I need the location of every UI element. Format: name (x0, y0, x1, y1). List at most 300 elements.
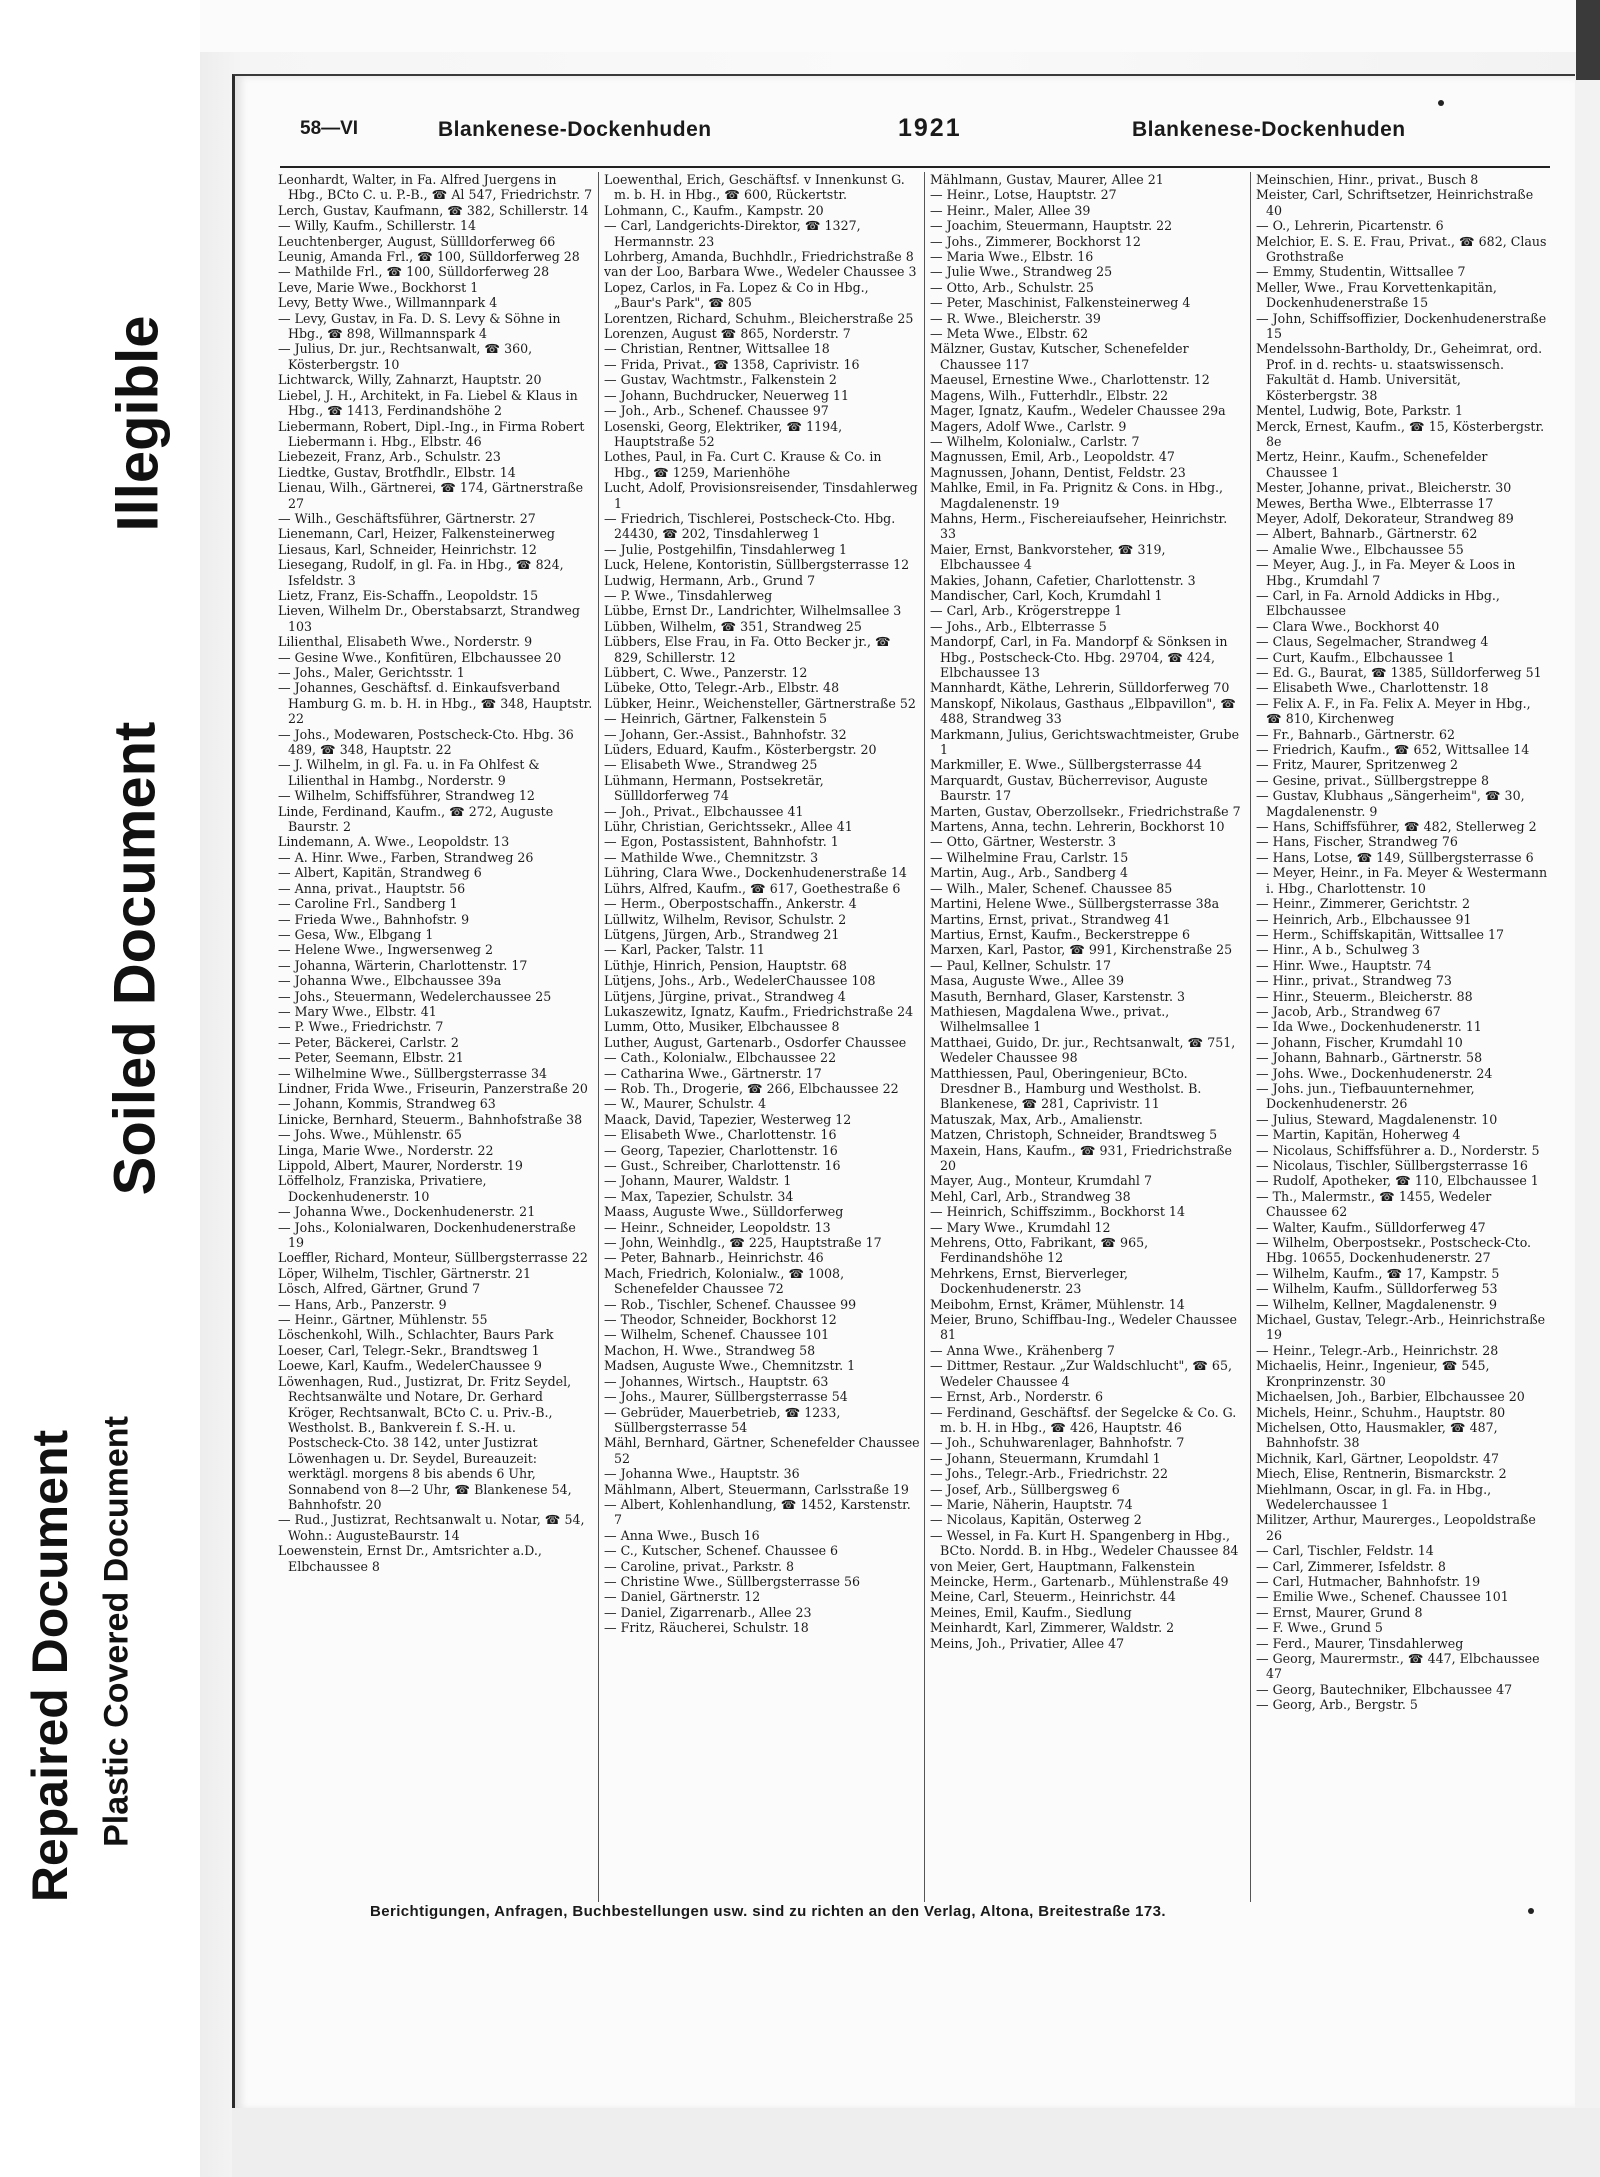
directory-entry: Lübbert, C. Wwe., Panzerstr. 12 (604, 665, 808, 680)
directory-entry: Mehrkens, Ernst, Bierverleger, Dockenhudenerstr. 23 (930, 1265, 1128, 1297)
directory-entry: — Claus, Segelmacher, Strandweg 4 (1256, 634, 1489, 650)
directory-entry: — Gust., Schreiber, Charlottenstr. 16 (604, 1158, 841, 1173)
directory-entry: — F. Wwe., Grund 5 (1256, 1620, 1383, 1636)
directory-entry: Mählmann, Albert, Steuermann, Carlsstraße 19 (604, 1481, 909, 1497)
directory-entry: Lerch, Gustav, Kaufmann, ☎ 382, Schillerstr. 14 (278, 202, 589, 218)
directory-entry: — Maria Wwe., Elbstr. 16 (930, 249, 1094, 265)
directory-entry: — Ferdinand, Geschäftsf. der Segelcke & Co. G. m. b. H. in Hbg., ☎ 426, Hauptstr. 46 (930, 1404, 1237, 1435)
directory-entry: Matzen, Christoph, Schneider, Brandtsweg 5 (930, 1127, 1218, 1143)
directory-entry: Martini, Helene Wwe., Süllbergsterrasse 38a (930, 896, 1220, 912)
directory-entry: — Max, Tapezier, Schulstr. 34 (604, 1188, 794, 1204)
page-header (300, 108, 1420, 148)
header-year: 1921 (898, 114, 962, 142)
directory-entry: Loewenstein, Ernst Dr., Amtsrichter a.D., Elbchaussee 8 (278, 1543, 542, 1574)
directory-entry: — Nicolaus, Kapitän, Osterweg 2 (930, 1512, 1142, 1528)
directory-entry: — Fritz, Räucherei, Schulstr. 18 (604, 1620, 809, 1636)
directory-entry: Lippold, Albert, Maurer, Norderstr. 19 (278, 1158, 523, 1173)
directory-entry: — Dittmer, Restaur. „Zur Waldschlucht", ☎ 65, Wedeler Chaussee 4 (930, 1358, 1232, 1389)
directory-entry: — Rudolf, Apotheker, ☎ 110, Elbchaussee 1 (1256, 1173, 1539, 1189)
directory-entry: — Gustav, Wachtmstr., Falkenstein 2 (604, 372, 837, 388)
directory-entry: — Joachim, Steuermann, Hauptstr. 22 (930, 218, 1173, 234)
directory-entry: — Julius, Dr. jur., Rechtsanwalt, ☎ 360, Kösterbergstr. 10 (278, 341, 533, 372)
directory-entry: — Wilh., Geschäftsführer, Gärtnerstr. 27 (278, 510, 536, 526)
directory-entry: — Wilhelm, Kellner, Magdalenenstr. 9 (1256, 1296, 1498, 1312)
directory-entry: Mager, Ignatz, Kaufm., Wedeler Chaussee 29a (930, 403, 1226, 419)
directory-entry: Lieven, Wilhelm Dr., Oberstabsarzt, Strandweg 103 (278, 603, 580, 634)
directory-entry: Mendelssohn-Bartholdy, Dr., Geheimrat, ord. Prof. in d. rechts- u. staatswissensch. Fakultät d. Hamb. Universität, Kösterbergstr. 38 (1256, 341, 1543, 403)
directory-entry: — Peter, Seemann, Elbstr. 21 (278, 1050, 464, 1066)
directory-entry: Meinschien, Hinr., privat., Busch 8 (1256, 172, 1479, 187)
directory-entry: Maier, Ernst, Bankvorsteher, ☎ 319, Elbchaussee 4 (930, 541, 1166, 573)
directory-entry: — Hans, Schiffsführer, ☎ 482, Stellerweg 2 (1256, 819, 1537, 835)
directory-entry: — P. Wwe., Tinsdahlerweg (604, 587, 773, 603)
directory-entry: — Johs. Wwe., Dockenhudenerstr. 24 (1256, 1065, 1493, 1081)
directory-entry: Mehl, Carl, Arb., Strandweg 38 (930, 1188, 1131, 1204)
directory-entry: — Clara Wwe., Bockhorst 40 (1256, 618, 1440, 634)
directory-entry: Linicke, Bernhard, Steuerm., Bahnhofstraße 38 (278, 1111, 583, 1127)
directory-entry: — Carl, Landgerichts-Direktor, ☎ 1327, Hermannstr. 23 (604, 218, 861, 249)
directory-entry: Marquardt, Gustav, Bücherrevisor, Auguste Baurstr. 17 (930, 772, 1208, 804)
directory-entry: — Marie, Näherin, Hauptstr. 74 (930, 1496, 1133, 1512)
directory-entry: — Paul, Kellner, Schulstr. 17 (930, 957, 1112, 973)
directory-entry: Lindemann, A. Wwe., Leopoldstr. 13 (278, 834, 510, 850)
directory-entry: — Carl, Hutmacher, Bahnhofstr. 19 (1256, 1573, 1481, 1589)
directory-entry: Mählmann, Gustav, Maurer, Allee 21 (930, 172, 1164, 187)
directory-entry: Lübbers, Else Frau, in Fa. Otto Becker jr., ☎ 829, Schillerstr. 12 (604, 634, 891, 665)
directory-entry: — Julie, Postgehilfin, Tinsdahlerweg 1 (604, 541, 848, 557)
directory-entry: Melchior, E. S. E. Frau, Privat., ☎ 682, Claus Grothstraße (1256, 233, 1547, 265)
directory-entry: Mandorpf, Carl, in Fa. Mandorpf & Sönksen in Hbg., Postscheck-Cto. Hbg. 29704, ☎ 424, Elbchaussee 13 (930, 634, 1228, 680)
directory-entry: — Hans, Fischer, Strandweg 76 (1256, 834, 1458, 850)
directory-entry: — Otto, Arb., Schulstr. 25 (930, 279, 1094, 295)
directory-entry: Lührs, Alfred, Kaufm., ☎ 617, Goethestraße 6 (604, 880, 901, 896)
directory-entry: — Johs., Modewaren, Postscheck-Cto. Hbg. 36 489, ☎ 348, Hauptstr. 22 (278, 726, 574, 758)
directory-entry: — Mathilde Wwe., Chemnitzstr. 3 (604, 849, 819, 865)
directory-entry: — Ida Wwe., Dockenhudenerstr. 11 (1256, 1019, 1482, 1035)
directory-entry: Mandischer, Carl, Koch, Krumdahl 1 (930, 587, 1163, 603)
directory-entry: Lienemann, Carl, Heizer, Falkensteinerweg (278, 526, 555, 542)
directory-column-3 (930, 172, 1246, 1902)
directory-entry: — P. Wwe., Friedrichstr. 7 (278, 1019, 444, 1035)
directory-entry: — Julius, Steward, Magdalenenstr. 10 (1256, 1111, 1498, 1127)
directory-entry: Mehrens, Otto, Fabrikant, ☎ 965, Ferdinandshöhe 12 (930, 1235, 1149, 1266)
directory-entry: von Meier, Gert, Hauptmann, Falkenstein (930, 1558, 1196, 1574)
directory-entry: van der Loo, Barbara Wwe., Wedeler Chaussee 3 (604, 264, 917, 280)
directory-entry: — Martin, Kapitän, Hoherweg 4 (1256, 1127, 1461, 1143)
directory-entry: Mach, Friedrich, Kolonialw., ☎ 1008, Schenefelder Chaussee 72 (604, 1265, 845, 1297)
directory-entry: — Jacob, Arb., Strandweg 67 (1256, 1003, 1441, 1019)
directory-entry: Lothes, Paul, in Fa. Curt C. Krause & Co. in Hbg., ☎ 1259, Marienhöhe (604, 449, 882, 480)
directory-entry: — Johann, Fischer, Krumdahl 10 (1256, 1034, 1463, 1050)
directory-entry: — Albert, Kohlenhandlung, ☎ 1452, Karstenstr. 7 (604, 1496, 911, 1528)
directory-entry: Mähl, Bernhard, Gärtner, Schenefelder Chaussee 52 (604, 1435, 920, 1466)
directory-entry: Linga, Marie Wwe., Norderstr. 22 (278, 1142, 494, 1158)
directory-entry: — Wilhelm, Schiffsführer, Strandweg 12 (278, 788, 535, 804)
directory-entry: Lumm, Otto, Musiker, Elbchaussee 8 (604, 1019, 840, 1035)
directory-entry: — Josef, Arb., Süllbergsweg 6 (930, 1481, 1120, 1497)
directory-entry: Mewes, Bertha Wwe., Elbterrasse 17 (1256, 495, 1494, 511)
directory-entry: — Gesine Wwe., Konfitüren, Elbchaussee 20 (278, 649, 562, 665)
directory-entry: Makies, Johann, Cafetier, Charlottenstr. 3 (930, 572, 1196, 588)
directory-entry: — Heinrich, Schiffszimm., Bockhorst 14 (930, 1204, 1185, 1220)
directory-entry: — Johann, Kommis, Strandweg 63 (278, 1096, 496, 1112)
directory-entry: Lühring, Clara Wwe., Dockenhudenerstraße 14 (604, 865, 907, 881)
directory-entry: — Christian, Rentner, Wittsallee 18 (604, 341, 830, 357)
directory-entry: — Carl, Arb., Krögerstreppe 1 (930, 603, 1123, 619)
directory-entry: Meier, Bruno, Schiffbau-Ing., Wedeler Chaussee 81 (930, 1312, 1238, 1343)
directory-entry: Liebezeit, Franz, Arb., Schulstr. 23 (278, 449, 501, 465)
directory-entry: — Emilie Wwe., Schenef. Chaussee 101 (1256, 1589, 1509, 1605)
directory-entry: — Gesine, privat., Süllbergstreppe 8 (1256, 772, 1489, 788)
directory-entry: Mayer, Aug., Monteur, Krumdahl 7 (930, 1173, 1152, 1189)
directory-entry: — Johann, Bahnarb., Gärtnerstr. 58 (1256, 1050, 1483, 1066)
directory-entry: Lucht, Adolf, Provisionsreisender, Tinsdahlerweg 1 (604, 480, 918, 511)
directory-entry: Liedtke, Gustav, Brotfhdlr., Elbstr. 14 (278, 464, 516, 480)
directory-entry: — Carl, in Fa. Arnold Addicks in Hbg., Elbchaussee (1256, 587, 1500, 619)
directory-entry: Löwenhagen, Rud., Justizrat, Dr. Fritz Seydel, Rechtsanwälte und Notare, Dr. Gerhard Kröger, Rechtsanwalt, BCto C. u. Priv.-B., Westholst. B., Bankverein f. S.-H. u. Postscheck-Cto. 38 142, unter Justizrat Löwenhagen u. Dr. Seydel, Bureauzeit: werktägl. morgens 8 bis abends 6 Uhr, Sonnabend von 8—2 Uhr, ☎ Blankenese 54, Bahnhofstr. 20 (278, 1373, 572, 1512)
directory-entry: Matthaei, Guido, Dr. jur., Rechtsanwalt, ☎ 751, Wedeler Chaussee 98 (930, 1034, 1236, 1066)
directory-entry: — Herm., Oberpostschaffn., Ankerstr. 4 (604, 896, 857, 912)
directory-entry: — John, Schiffsoffizier, Dockenhudenerstraße 15 (1256, 310, 1547, 342)
directory-entry: — Rud., Justizrat, Rechtsanwalt u. Notar, ☎ 54, Wohn.: AugusteBaurstr. 14 (278, 1512, 585, 1543)
directory-entry: — Anna Wwe., Busch 16 (604, 1527, 760, 1543)
directory-entry: — Cath., Kolonialw., Elbchaussee 22 (604, 1050, 837, 1066)
directory-entry: — Hans, Lotse, ☎ 149, Süllbergsterrasse 6 (1256, 849, 1534, 865)
directory-entry: Levy, Betty Wwe., Willmannpark 4 (278, 295, 498, 311)
label-repaired-document: Repaired Document (22, 1429, 78, 1903)
directory-entry: — Peter, Bäckerei, Carlstr. 2 (278, 1034, 459, 1050)
directory-entry: Meinhardt, Karl, Zimmerer, Waldstr. 2 (930, 1620, 1175, 1636)
directory-entry: — Wilhelm, Oberpostsekr., Postscheck-Cto. Hbg. 10655, Dockenhudenerstr. 27 (1256, 1235, 1532, 1266)
directory-entry: — Catharina Wwe., Gärtnerstr. 17 (604, 1065, 822, 1081)
directory-entry: — Georg, Bautechniker, Elbchaussee 47 (1256, 1681, 1513, 1697)
directory-entry: — Ernst, Arb., Norderstr. 6 (930, 1389, 1103, 1405)
directory-entry: Losenski, Georg, Elektriker, ☎ 1194, Hauptstraße 52 (604, 418, 843, 449)
directory-entry: — Wilhelm, Kolonialw., Carlstr. 7 (930, 433, 1140, 449)
directory-entry: — Daniel, Gärtnerstr. 12 (604, 1589, 761, 1605)
publisher-footer: Berichtigungen, Anfragen, Buchbestellungen usw. sind zu richten an den Verlag, Altona, Breitestraße 173. (370, 1903, 1166, 1920)
header-rule (280, 166, 1550, 168)
directory-entry: — Mary Wwe., Elbstr. 41 (278, 1003, 437, 1019)
directory-entry: Meyer, Adolf, Dekorateur, Strandweg 89 (1256, 510, 1514, 526)
directory-entry: — Meyer, Heinr., in Fa. Meyer & Westermann i. Hbg., Charlottenstr. 10 (1256, 865, 1548, 896)
directory-entry: Lienau, Wilh., Gärtnerei, ☎ 174, Gärtnerstraße 27 (278, 480, 584, 511)
label-soiled-document: Soiled Document (102, 721, 168, 1196)
directory-entry: Linde, Ferdinand, Kaufm., ☎ 272, Auguste Baurstr. 2 (278, 803, 554, 835)
directory-entry: — Emmy, Studentin, Wittsallee 7 (1256, 264, 1466, 280)
directory-entry: — Carl, Zimmerer, Isfeldstr. 8 (1256, 1558, 1446, 1574)
directory-entry: — Johs., Maler, Gerichtsstr. 1 (278, 665, 465, 680)
directory-entry: — Elisabeth Wwe., Strandweg 25 (604, 757, 818, 773)
directory-entry: — R. Wwe., Bleicherstr. 39 (930, 310, 1101, 326)
directory-entry: Marten, Gustav, Oberzollsekr., Friedrichstraße 7 (930, 803, 1241, 819)
directory-entry: Leuchtenberger, August, Süllldorferweg 66 (278, 233, 556, 249)
directory-entry: — J. Wilhelm, in gl. Fa. u. in Fa Ohlfest & Lilienthal in Hambg., Norderstr. 9 (278, 757, 540, 788)
directory-entry: Lorentzen, Richard, Schuhm., Bleicherstraße 25 (604, 310, 914, 326)
directory-entry: Lohrberg, Amanda, Buchhdlr., Friedrichstraße 8 (604, 249, 914, 265)
scan-bottom-band (232, 2108, 1600, 2177)
directory-entry: — Fritz, Maurer, Spritzenweg 2 (1256, 757, 1459, 773)
directory-entry: Martins, Ernst, privat., Strandweg 41 (930, 911, 1171, 927)
directory-entry: — Frida, Privat., ☎ 1358, Caprivistr. 16 (604, 356, 860, 372)
directory-entry: — W., Maurer, Schulstr. 4 (604, 1096, 767, 1112)
directory-entry: Lohmann, C., Kaufm., Kampstr. 20 (604, 202, 824, 218)
directory-entry: Magers, Adolf Wwe., Carlstr. 9 (930, 418, 1127, 434)
directory-entry: — A. Hinr. Wwe., Farben, Strandweg 26 (278, 849, 534, 865)
directory-entry: — Johs. jun., Tiefbauunternehmer, Dockenhudenerstr. 26 (1256, 1080, 1475, 1112)
directory-entry: Michnik, Karl, Gärtner, Leopoldstr. 47 (1256, 1450, 1500, 1466)
directory-entry: Martius, Ernst, Kaufm., Beckerstreppe 6 (930, 926, 1191, 942)
directory-entry: — Johanna Wwe., Elbchaussee 39a (278, 973, 502, 989)
directory-entry: — Gesa, Ww., Elbgang 1 (278, 926, 434, 942)
directory-entry: — Walter, Kaufm., Sülldorferweg 47 (1256, 1219, 1486, 1235)
speck-mark (1438, 100, 1444, 106)
directory-entry: Löschenkohl, Wilh., Schlachter, Baurs Park (278, 1327, 554, 1343)
directory-entry: — Wilhelm, Kaufm., Sülldorferweg 53 (1256, 1281, 1498, 1297)
directory-entry: Markmiller, E. Wwe., Süllbergsterrasse 44 (930, 757, 1202, 773)
directory-entry: Madsen, Auguste Wwe., Chemnitzstr. 1 (604, 1358, 856, 1374)
directory-entry: — Peter, Maschinist, Falkensteinerweg 4 (930, 295, 1191, 311)
directory-entry: Michael, Gustav, Telegr.-Arb., Heinrichstraße 19 (1256, 1312, 1546, 1343)
directory-entry: — Gebrüder, Mauerbetrieb, ☎ 1233, Süllbergsterrasse 54 (604, 1404, 841, 1435)
directory-entry: — Hinr. Wwe., Hauptstr. 74 (1256, 957, 1432, 973)
directory-entry: Löffelholz, Franziska, Privatiere, Dockenhudenerstr. 10 (278, 1173, 487, 1204)
directory-entry: Liesaus, Karl, Schneider, Heinrichstr. 12 (278, 541, 537, 557)
directory-entry: — Heinrich, Arb., Elbchaussee 91 (1256, 911, 1472, 927)
directory-column-1 (278, 172, 594, 1902)
directory-entry: Magens, Wilh., Futterhdlr., Elbstr. 22 (930, 387, 1169, 403)
directory-entry: — Nicolaus, Tischler, Süllbergsterrasse 16 (1256, 1158, 1528, 1173)
directory-entry: — Frieda Wwe., Bahnhofstr. 9 (278, 911, 470, 927)
directory-entry: Matthiessen, Paul, Oberingenieur, BCto. Dresdner B., Hamburg und Westholst. B. Blankenese, ☎ 281, Caprivistr. 11 (930, 1065, 1202, 1112)
directory-entry: Lindner, Frida Wwe., Friseurin, Panzerstraße 20 (278, 1080, 588, 1096)
directory-entry: — Georg, Arb., Bergstr. 5 (1256, 1697, 1418, 1713)
directory-entry: — Felix A. F., in Fa. Felix A. Meyer in Hbg., ☎ 810, Kirchenweg (1256, 695, 1531, 727)
directory-entry: Leonhardt, Walter, in Fa. Alfred Juergens in Hbg., BCto C. u. P.-B., ☎ Al 547, Friedrichstr. 7 (278, 172, 593, 203)
directory-entry: Mahlke, Emil, in Fa. Prignitz & Cons. in Hbg., Magdalenenstr. 19 (930, 480, 1224, 511)
directory-entry: — Albert, Bahnarb., Gärtnerstr. 62 (1256, 526, 1478, 542)
directory-entry: — Christine Wwe., Süllbergsterrasse 56 (604, 1573, 861, 1589)
directory-entry: Michaelsen, Joh., Barbier, Elbchaussee 20 (1256, 1389, 1525, 1405)
directory-entry: — Georg, Tapezier, Charlottenstr. 16 (604, 1142, 838, 1158)
directory-entry: — Elisabeth Wwe., Charlottenstr. 16 (604, 1127, 837, 1143)
directory-entry: — Willy, Kaufm., Schillerstr. 14 (278, 218, 477, 234)
directory-entry: Markmann, Julius, Gerichtswachtmeister, Grube 1 (930, 726, 1240, 758)
directory-entry: Löper, Wilhelm, Tischler, Gärtnerstr. 21 (278, 1265, 532, 1281)
directory-entry: — C., Kutscher, Schenef. Chaussee 6 (604, 1543, 839, 1559)
directory-entry: — Amalie Wwe., Elbchaussee 55 (1256, 541, 1464, 557)
directory-entry: Masuth, Bernhard, Glaser, Karstenstr. 3 (930, 988, 1186, 1004)
directory-entry: — Fr., Bahnarb., Gärtnerstr. 62 (1256, 726, 1455, 742)
directory-entry: — Theodor, Schneider, Bockhorst 12 (604, 1312, 837, 1328)
directory-entry: Lübben, Wilhelm, ☎ 351, Strandweg 25 (604, 618, 862, 634)
directory-entry: — Johs., Maurer, Süllbergsterrasse 54 (604, 1389, 848, 1405)
directory-entry: — Julie Wwe., Strandweg 25 (930, 264, 1113, 280)
directory-entry: Luck, Helene, Kontoristin, Süllbergsterrasse 12 (604, 557, 910, 573)
speck-mark (1528, 1908, 1534, 1914)
directory-entry: Lütgens, Jürgen, Arb., Strandweg 21 (604, 926, 840, 942)
directory-entry: — Johs., Zimmerer, Bockhorst 12 (930, 233, 1141, 249)
directory-entry: — Meta Wwe., Elbstr. 62 (930, 326, 1089, 342)
directory-entry: — Meyer, Aug. J., in Fa. Meyer & Loos in Hbg., Krumdahl 7 (1256, 557, 1516, 588)
directory-entry: Meines, Emil, Kaufm., Siedlung (930, 1604, 1132, 1620)
directory-entry: — Johanna, Wärterin, Charlottenstr. 17 (278, 957, 528, 973)
directory-entry: — Ferd., Maurer, Tinsdahlerweg (1256, 1635, 1464, 1651)
directory-entry: Lüllwitz, Wilhelm, Revisor, Schulstr. 2 (604, 911, 847, 927)
column-divider (924, 172, 925, 1902)
directory-entry: — Herm., Schiffskapitän, Wittsallee 17 (1256, 926, 1504, 942)
directory-entry: — Heinr., Gärtner, Mühlenstr. 55 (278, 1312, 488, 1328)
directory-entry: — Heinr., Zimmerer, Gerichtstr. 2 (1256, 896, 1471, 912)
directory-entry: — Heinr., Maler, Allee 39 (930, 202, 1091, 218)
directory-entry: Mertz, Heinr., Kaufm., Schenefelder Chaussee 1 (1256, 449, 1488, 480)
directory-entry: Loewenthal, Erich, Geschäftsf. v Innenkunst G. m. b. H. in Hbg., ☎ 600, Rückertstr. (604, 172, 905, 203)
directory-entry: — Caroline, privat., Parkstr. 8 (604, 1558, 795, 1574)
directory-entry: — Hinr., A b., Schulweg 3 (1256, 942, 1420, 958)
directory-entry: — Hinr., Steuerm., Bleicherstr. 88 (1256, 988, 1473, 1004)
directory-entry: Meine, Carl, Steuerm., Heinrichstr. 44 (930, 1589, 1176, 1605)
directory-entry: Maxein, Hans, Kaufm., ☎ 931, Friedrichstraße 20 (930, 1142, 1232, 1173)
directory-entry: Meibohm, Ernst, Krämer, Mühlenstr. 14 (930, 1296, 1185, 1312)
directory-column-2 (604, 172, 920, 1902)
directory-entry: — Daniel, Zigarrenarb., Allee 23 (604, 1604, 812, 1620)
directory-entry: Lukaszewitz, Ignatz, Kaufm., Friedrichstraße 24 (604, 1003, 914, 1019)
directory-entry: Lübbe, Ernst Dr., Landrichter, Wilhelmsallee 3 (604, 603, 902, 619)
directory-entry: — Peter, Bahnarb., Heinrichstr. 46 (604, 1250, 824, 1266)
directory-entry: — Heinr., Schneider, Leopoldstr. 13 (604, 1219, 831, 1235)
directory-entry: — Johanna Wwe., Dockenhudenerstr. 21 (278, 1204, 536, 1220)
directory-entry: Merck, Ernest, Kaufm., ☎ 15, Kösterbergstr. 8e (1256, 418, 1545, 449)
directory-entry: Luther, August, Gartenarb., Osdorfer Chaussee (604, 1034, 907, 1050)
directory-entry: Lütjens, Jürgine, privat., Strandweg 4 (604, 988, 846, 1004)
directory-entry: Miehlmann, Oscar, in gl. Fa. in Hbg., Wedelerchaussee 1 (1256, 1481, 1492, 1512)
directory-entry: — Elisabeth Wwe., Charlottenstr. 18 (1256, 680, 1489, 696)
directory-entry: Leve, Marie Wwe., Bockhorst 1 (278, 279, 479, 295)
directory-entry: Martens, Anna, techn. Lehrerin, Bockhorst 10 (930, 819, 1225, 835)
directory-entry: Martin, Aug., Arb., Sandberg 4 (930, 865, 1129, 881)
directory-entry: Lüthje, Hinrich, Pension, Hauptstr. 68 (604, 957, 847, 973)
directory-entry: Lühr, Christian, Gerichtssekr., Allee 41 (604, 819, 853, 835)
directory-entry: Meller, Wwe., Frau Korvettenkapitän, Dockenhudenerstraße 15 (1256, 279, 1497, 311)
directory-entry: Lüders, Eduard, Kaufm., Kösterbergstr. 20 (604, 742, 877, 758)
directory-entry: Maass, Auguste Wwe., Sülldorferweg (604, 1204, 844, 1220)
directory-entry: — Caroline Frl., Sandberg 1 (278, 896, 458, 912)
directory-entry: Matuszak, Max, Arb., Amalienstr. (930, 1111, 1143, 1127)
directory-entry: — John, Weinhdlg., ☎ 225, Hauptstraße 17 (604, 1235, 882, 1251)
directory-entry: Lilienthal, Elisabeth Wwe., Norderstr. 9 (278, 634, 533, 650)
directory-entry: — Curt, Kaufm., Elbchaussee 1 (1256, 649, 1455, 665)
directory-entry: Lütjens, Johs., Arb., WedelerChaussee 108 (604, 973, 876, 989)
directory-entry: — Ernst, Maurer, Grund 8 (1256, 1604, 1423, 1620)
directory-entry: — Wilhelmine Wwe., Süllbergsterrasse 34 (278, 1065, 548, 1081)
directory-entry: — Wilh., Maler, Schenef. Chaussee 85 (930, 880, 1173, 896)
directory-entry: Mester, Johanne, privat., Bleicherstr. 30 (1256, 480, 1512, 496)
directory-entry: Mälzner, Gustav, Kutscher, Schenefelder Chaussee 117 (930, 341, 1189, 372)
directory-entry: — Otto, Gärtner, Westerstr. 3 (930, 834, 1117, 850)
directory-entry: — Rob., Tischler, Schenef. Chaussee 99 (604, 1296, 857, 1312)
directory-entry: — Albert, Kapitän, Strandweg 6 (278, 865, 482, 881)
directory-entry: Meins, Joh., Privatier, Allee 47 (930, 1635, 1125, 1651)
directory-entry: — Georg, Maurermstr., ☎ 447, Elbchaussee 47 (1256, 1651, 1540, 1682)
directory-entry: — Johs. Wwe., Mühlenstr. 65 (278, 1127, 462, 1143)
directory-entry: Loeser, Carl, Telegr.-Sekr., Brandtsweg 1 (278, 1342, 540, 1358)
directory-entry: — Karl, Packer, Talstr. 11 (604, 942, 765, 958)
directory-entry: Michels, Heinr., Schuhm., Hauptstr. 80 (1256, 1404, 1506, 1420)
directory-entry: — Mathilde Frl., ☎ 100, Sülldorferweg 28 (278, 264, 550, 280)
directory-entry: — Levy, Gustav, in Fa. D. S. Levy & Söhne in Hbg., ☎ 898, Willmannspark 4 (278, 310, 561, 342)
directory-entry: — Johann, Buchdrucker, Neuerweg 11 (604, 387, 849, 403)
directory-entry: — Johann, Maurer, Waldstr. 1 (604, 1173, 792, 1189)
directory-entry: — Johannes, Wirtsch., Hauptstr. 63 (604, 1373, 829, 1389)
directory-entry: — Ed. G., Baurat, ☎ 1385, Sülldorferweg 51 (1256, 665, 1542, 680)
scan-dark-edge (1576, 0, 1600, 80)
directory-entry: — Heinrich, Gärtner, Falkenstein 5 (604, 711, 827, 727)
header-right-title: Blankenese-Dockenhuden (1132, 118, 1406, 141)
directory-entry: — Wilhelm, Schenef. Chaussee 101 (604, 1327, 830, 1343)
directory-entry: Lichtwarck, Willy, Zahnarzt, Hauptstr. 20 (278, 372, 542, 388)
directory-entry: — Mary Wwe., Krumdahl 12 (930, 1219, 1111, 1235)
column-divider (1250, 172, 1251, 1902)
directory-columns (278, 172, 1550, 1902)
directory-entry: Magnussen, Johann, Dentist, Feldstr. 23 (930, 464, 1186, 480)
page-number: 58—VI (300, 118, 359, 139)
directory-column-4 (1256, 172, 1550, 1902)
directory-entry: Lübeke, Otto, Telegr.-Arb., Elbstr. 48 (604, 680, 840, 696)
directory-entry: — Friedrich, Tischlerei, Postscheck-Cto. Hbg. 24430, ☎ 202, Tinsdahlerweg 1 (604, 510, 896, 542)
directory-entry: — Johanna Wwe., Hauptstr. 36 (604, 1466, 800, 1482)
directory-entry: — Heinr., Telegr.-Arb., Heinrichstr. 28 (1256, 1342, 1499, 1358)
directory-entry: Lösch, Alfred, Gärtner, Grund 7 (278, 1281, 481, 1297)
directory-entry: — Heinr., Lotse, Hauptstr. 27 (930, 187, 1117, 203)
directory-entry: — Joh., Privat., Elbchaussee 41 (604, 803, 804, 819)
directory-entry: Manskopf, Nikolaus, Gasthaus „Elbpavillon", ☎ 488, Strandweg 33 (930, 695, 1236, 727)
directory-entry: Lopez, Carlos, in Fa. Lopez & Co in Hbg., „Baur's Park", ☎ 805 (604, 279, 869, 311)
directory-entry: Magnussen, Emil, Arb., Leopoldstr. 47 (930, 449, 1175, 465)
directory-entry: — Joh., Arb., Schenef. Chaussee 97 (604, 403, 829, 419)
directory-entry: — Johs., Kolonialwaren, Dockenhudenerstraße 19 (278, 1219, 576, 1251)
directory-entry: Maack, David, Tapezier, Westerweg 12 (604, 1111, 852, 1127)
directory-entry: — Th., Malermstr., ☎ 1455, Wedeler Chaussee 62 (1256, 1188, 1492, 1220)
directory-entry: Mahns, Herm., Fischereiaufseher, Heinrichstr. 33 (930, 510, 1228, 542)
directory-entry: Mannhardt, Käthe, Lehrerin, Sülldorferweg 70 (930, 680, 1230, 696)
directory-entry: Maeusel, Ernestine Wwe., Charlottenstr. 12 (930, 372, 1210, 388)
directory-entry: — Joh., Schuhwarenlager, Bahnhofstr. 7 (930, 1435, 1185, 1451)
label-plastic-covered-document: Plastic Covered Document (97, 1416, 136, 1847)
header-left-title: Blankenese-Dockenhuden (438, 118, 712, 141)
directory-entry: — Hans, Arb., Panzerstr. 9 (278, 1296, 447, 1312)
column-divider (598, 172, 599, 1902)
directory-entry: Ludwig, Hermann, Arb., Grund 7 (604, 572, 816, 588)
directory-entry: Lühmann, Hermann, Postsekretär, Süllldorferweg 74 (604, 772, 824, 804)
directory-entry: Liebermann, Robert, Dipl.-Ing., in Firma Robert Liebermann i. Hbg., Elbstr. 46 (278, 418, 585, 449)
directory-entry: — Wilhelmine Frau, Carlstr. 15 (930, 849, 1129, 865)
directory-entry: Leunig, Amanda Frl., ☎ 100, Sülldorferweg 28 (278, 249, 580, 265)
directory-entry: Masa, Auguste Wwe., Allee 39 (930, 973, 1125, 989)
directory-entry: Loewe, Karl, Kaufm., WedelerChaussee 9 (278, 1358, 542, 1374)
directory-entry: Marxen, Karl, Pastor, ☎ 991, Kirchenstraße 25 (930, 942, 1233, 958)
directory-entry: — Nicolaus, Schiffsführer a. D., Norderstr. 5 (1256, 1142, 1540, 1158)
scan-top-strip (200, 0, 1600, 52)
directory-entry: Lübker, Heinr., Weichensteller, Gärtnerstraße 52 (604, 695, 916, 711)
directory-entry: Liebel, J. H., Architekt, in Fa. Liebel & Klaus in Hbg., ☎ 1413, Ferdinandshöhe 2 (278, 387, 578, 419)
directory-entry: — Rob. Th., Drogerie, ☎ 266, Elbchaussee 22 (604, 1080, 899, 1096)
directory-entry: Michelsen, Otto, Hausmakler, ☎ 487, Bahnhofstr. 38 (1256, 1419, 1498, 1451)
directory-entry: Liesegang, Rudolf, in gl. Fa. in Hbg., ☎ 824, Isfeldstr. 3 (278, 557, 564, 588)
directory-entry: — Wilhelm, Kaufm., ☎ 17, Kampstr. 5 (1256, 1265, 1500, 1281)
directory-entry: — Johs., Steuermann, Wedelerchaussee 25 (278, 988, 552, 1004)
directory-entry: — Johs., Telegr.-Arb., Friedrichstr. 22 (930, 1466, 1169, 1482)
directory-entry: Lietz, Franz, Eis-Schaffn., Leopoldstr. 15 (278, 587, 539, 603)
